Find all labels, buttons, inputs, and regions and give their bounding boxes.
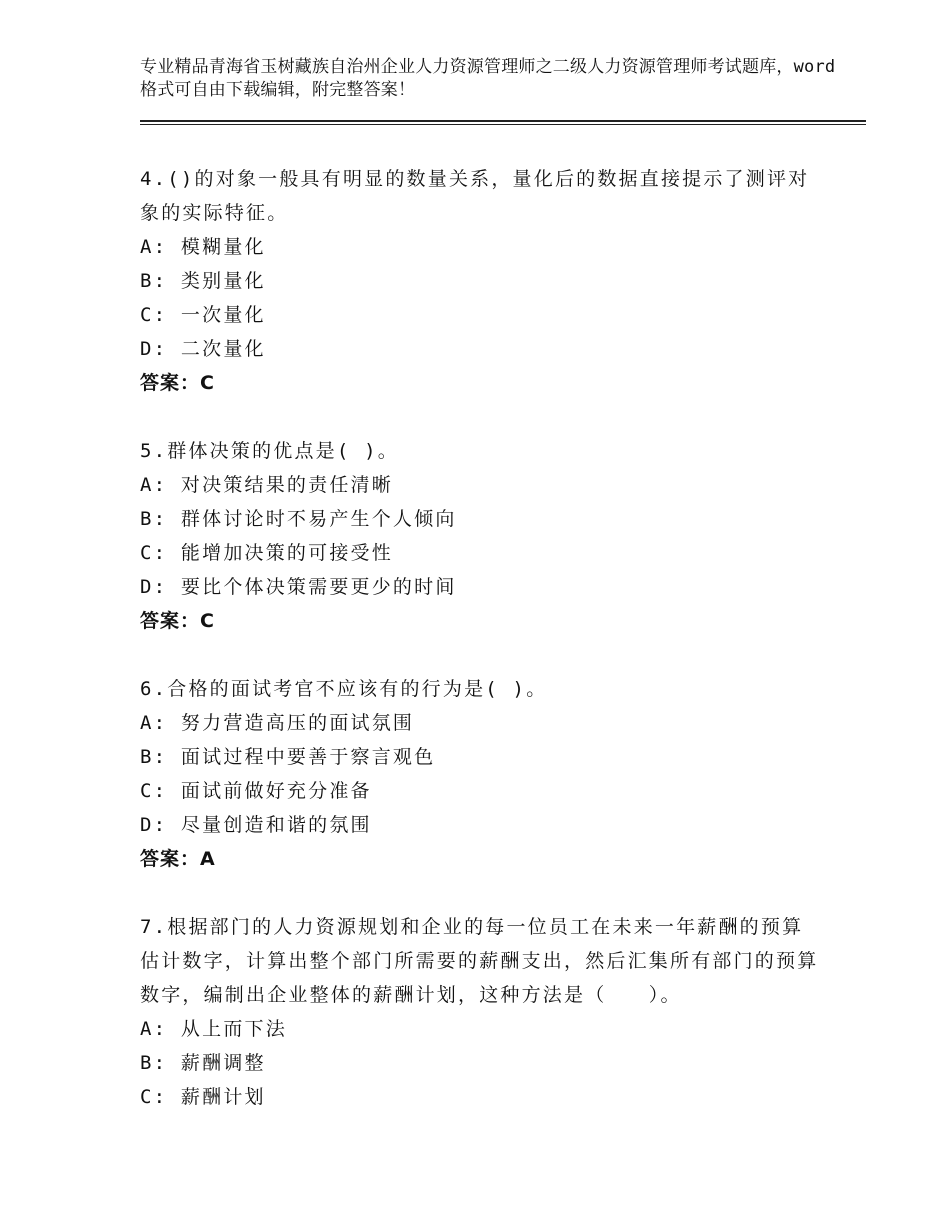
- question-4: [140, 162, 820, 400]
- option-b: B: 群体讨论时不易产生个人倾向: [140, 508, 457, 530]
- option-d: D: 要比个体决策需要更少的时间: [140, 576, 457, 598]
- question-list: [140, 162, 820, 1148]
- answer-label: 答案：C: [140, 372, 215, 394]
- question-text: 5.群体决策的优点是( )。: [140, 440, 399, 462]
- option-a: A: 对决策结果的责任清晰: [140, 474, 393, 496]
- option-a: A: 模糊量化: [140, 236, 266, 258]
- option-d: D: 尽量创造和谐的氛围: [140, 814, 372, 836]
- option-c: C: 一次量化: [140, 304, 266, 326]
- question-text: 6.合格的面试考官不应该有的行为是( )。: [140, 678, 548, 700]
- option-c: C: 面试前做好充分准备: [140, 780, 372, 802]
- question-5: [140, 434, 820, 638]
- question-7: [140, 910, 820, 1114]
- question-6: [140, 672, 820, 876]
- header-divider-thin: [140, 124, 866, 125]
- option-a: A: 努力营造高压的面试氛围: [140, 712, 415, 734]
- document-header: 专业精品青海省玉树藏族自治州企业人力资源管理师之二级人力资源管理师考试题库，word格式可自由下载编辑，附完整答案！: [140, 57, 836, 100]
- option-c: C: 能增加决策的可接受性: [140, 542, 393, 564]
- option-d: D: 二次量化: [140, 338, 266, 360]
- question-text: 4.()的对象一般具有明显的数量关系，量化后的数据直接提示了测评对象的实际特征。: [140, 168, 810, 224]
- option-b: B: 面试过程中要善于察言观色: [140, 746, 436, 768]
- header-divider-thick: [140, 120, 866, 122]
- answer-label: 答案：A: [140, 848, 216, 870]
- answer-label: 答案：C: [140, 610, 215, 632]
- option-c: C: 薪酬计划: [140, 1086, 266, 1108]
- option-b: B: 类别量化: [140, 270, 266, 292]
- question-text: 7.根据部门的人力资源规划和企业的每一位员工在未来一年薪酬的预算估计数字，计算出整个部门所需要的薪酬支出，然后汇集所有部门的预算数字，编制出企业整体的薪酬计划，这种方法是（ ）。: [140, 916, 819, 1006]
- option-a: A: 从上而下法: [140, 1018, 287, 1040]
- option-b: B: 薪酬调整: [140, 1052, 266, 1074]
